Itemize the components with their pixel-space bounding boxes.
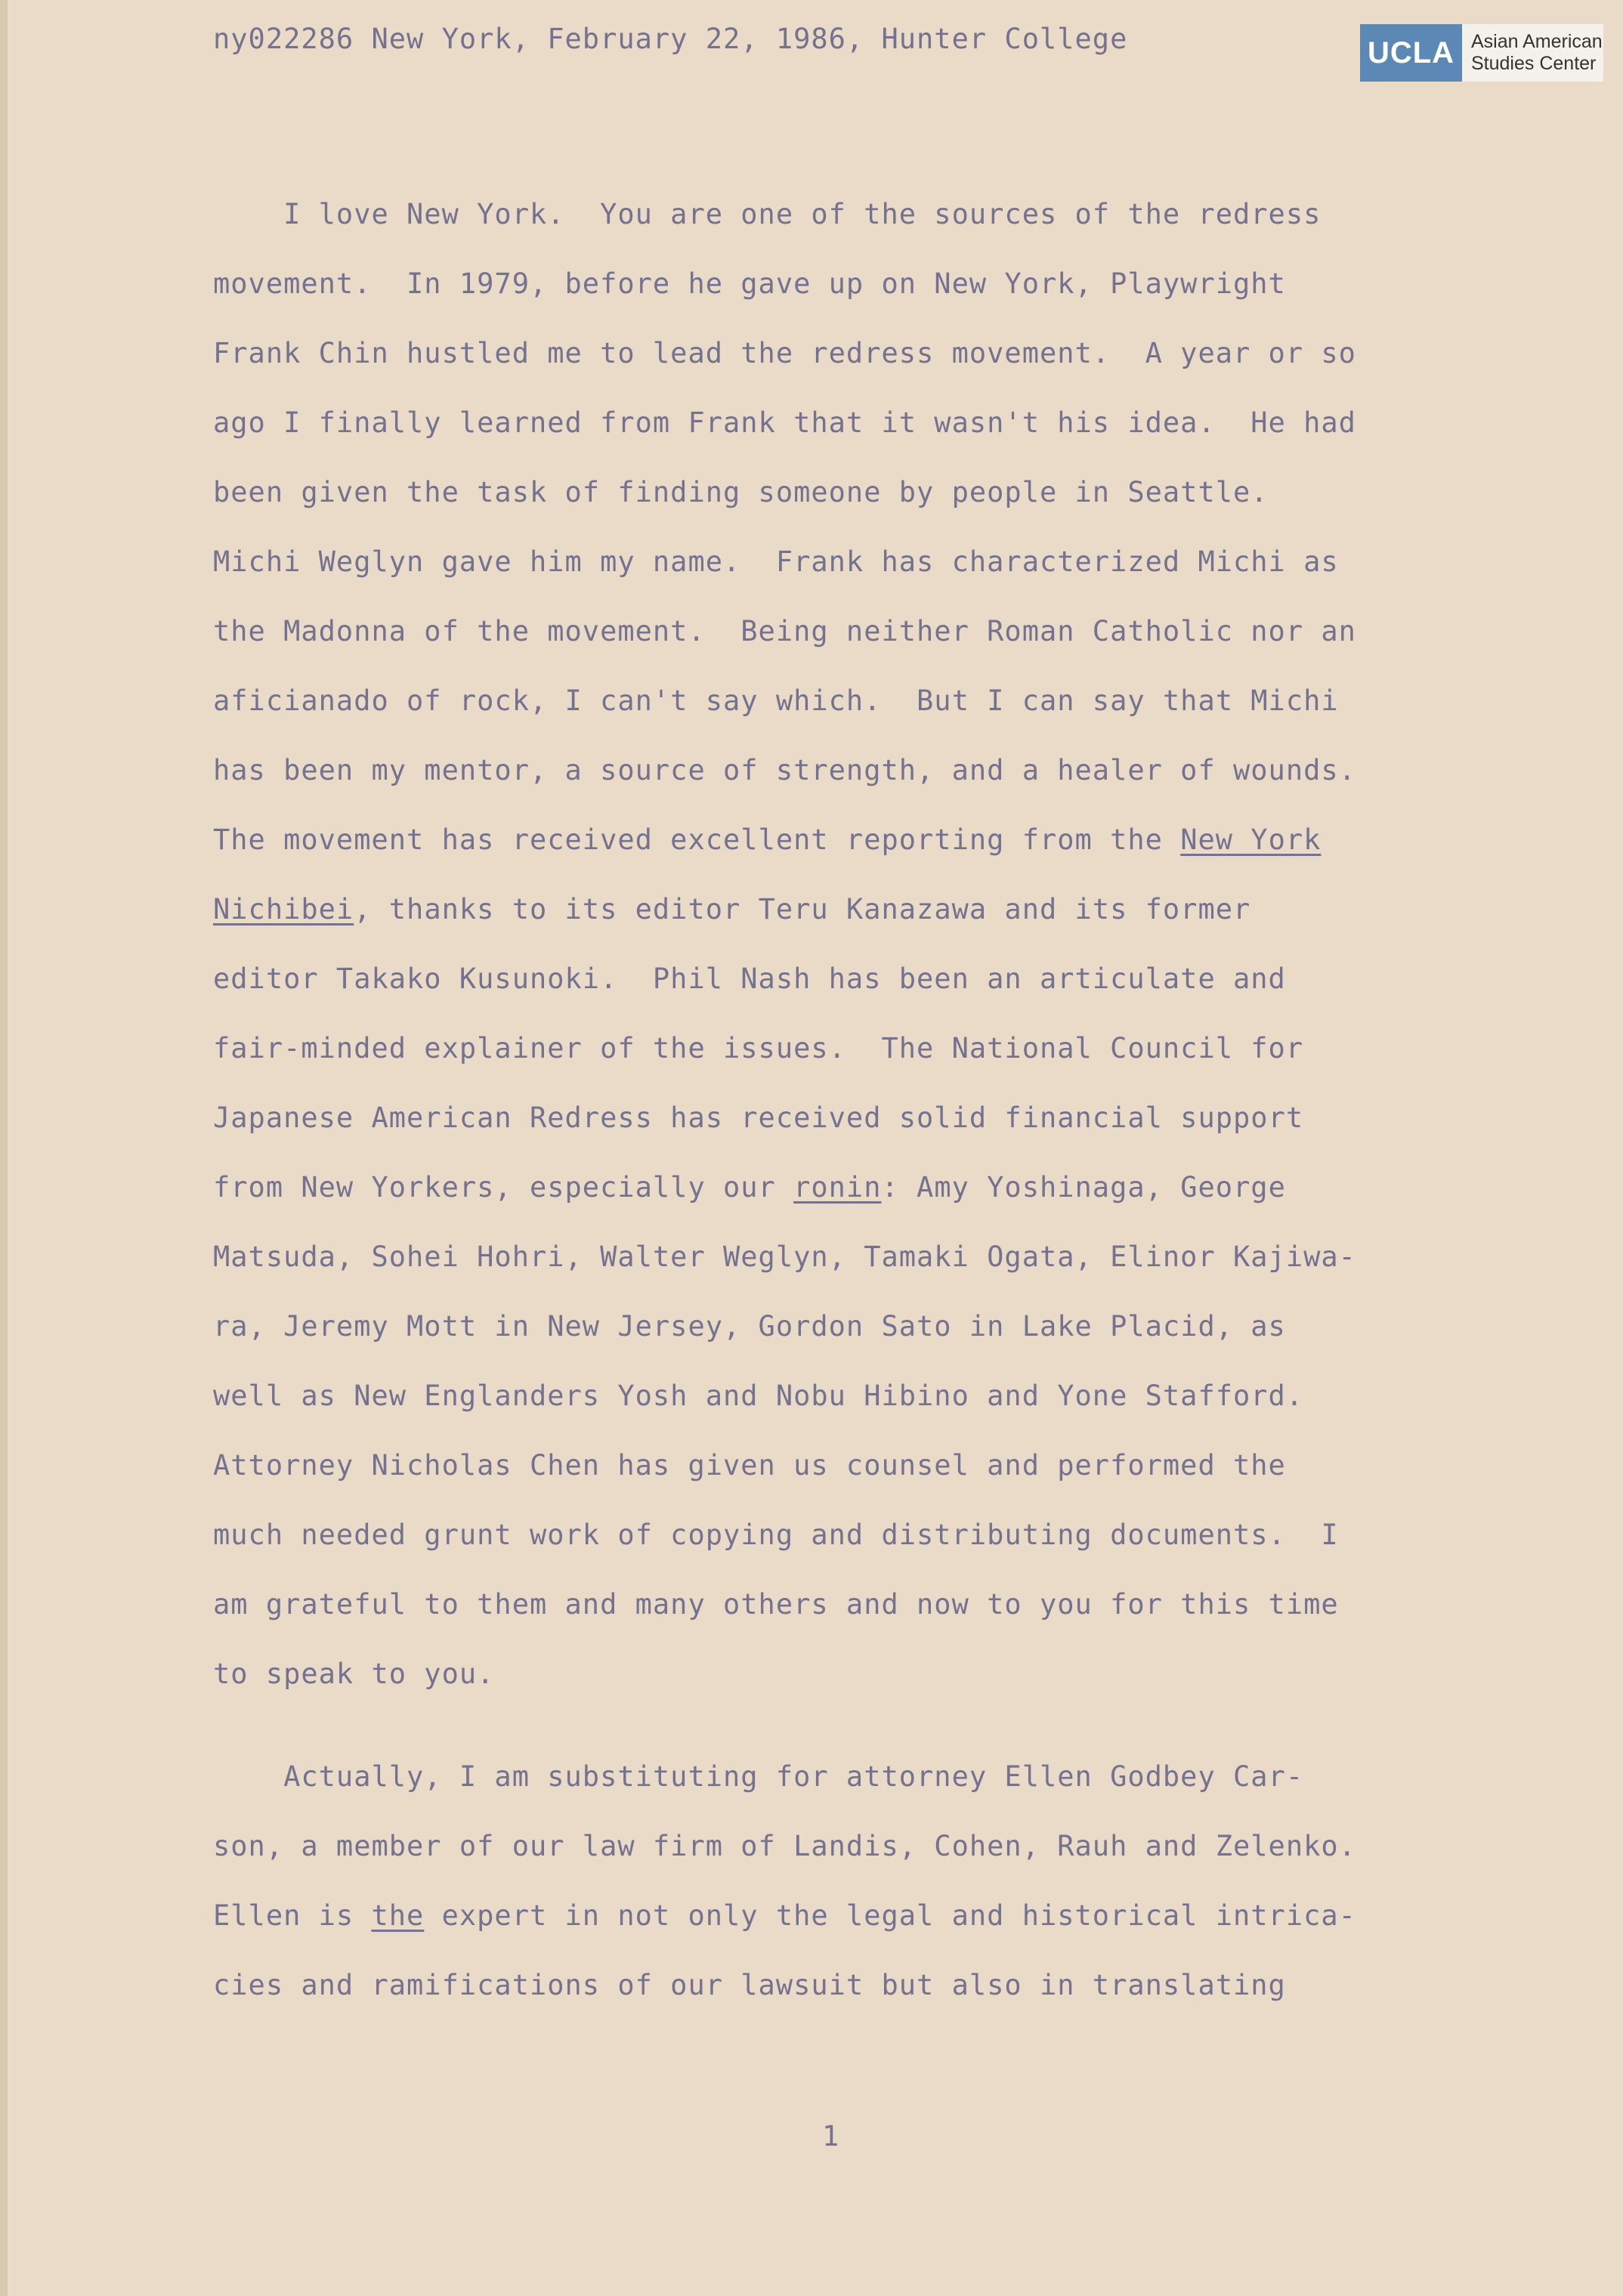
badge-line-1: Asian American bbox=[1471, 31, 1603, 52]
text-line: has been my mentor, a source of strength, and a healer of wounds. bbox=[213, 754, 1356, 786]
text-line bbox=[213, 893, 1250, 926]
text-line: Attorney Nicholas Chen has given us counsel and performed the bbox=[213, 1449, 1286, 1482]
text-segment: The movement has received excellent reporting from the bbox=[213, 824, 1181, 856]
text-line: Actually, I am substituting for attorney Ellen Godbey Car- bbox=[213, 1760, 1304, 1793]
text-line: been given the task of finding someone by people in Seattle. bbox=[213, 476, 1269, 508]
text-line: much needed grunt work of copying and distributing documents. I bbox=[213, 1519, 1339, 1551]
text-line: Frank Chin hustled me to lead the redress movement. A year or so bbox=[213, 337, 1356, 369]
text-line: Japanese American Redress has received solid financial support bbox=[213, 1102, 1304, 1134]
text-line: editor Takako Kusunoki. Phil Nash has been an articulate and bbox=[213, 963, 1286, 995]
text-line: ra, Jeremy Mott in New Jersey, Gordon Sato in Lake Placid, as bbox=[213, 1310, 1286, 1343]
text-line: the Madonna of the movement. Being neither Roman Catholic nor an bbox=[213, 615, 1356, 647]
underlined-word-ronin: ronin bbox=[793, 1171, 882, 1204]
text-line bbox=[213, 1899, 1356, 1932]
ucla-badge bbox=[1360, 24, 1603, 82]
text-line bbox=[213, 1171, 1286, 1204]
paper-edge bbox=[0, 0, 8, 2296]
underlined-word-the: the bbox=[371, 1899, 425, 1932]
text-segment: from New Yorkers, especially our bbox=[213, 1171, 794, 1204]
text-line: fair-minded explainer of the issues. The National Council for bbox=[213, 1032, 1304, 1065]
document-header: ny022286 New York, February 22, 1986, Hunter College bbox=[213, 23, 1128, 55]
page-number: 1 bbox=[822, 2120, 839, 2152]
text-line: aficianado of rock, I can't say which. But I can say that Michi bbox=[213, 684, 1339, 717]
text-line: Matsuda, Sohei Hohri, Walter Weglyn, Tamaki Ogata, Elinor Kajiwa- bbox=[213, 1241, 1356, 1273]
text-line: Michi Weglyn gave him my name. Frank has characterized Michi as bbox=[213, 545, 1339, 578]
text-segment: : Amy Yoshinaga, George bbox=[881, 1171, 1286, 1204]
text-line: ago I finally learned from Frank that it wasn't his idea. He had bbox=[213, 406, 1356, 439]
text-line: cies and ramifications of our lawsuit but also in translating bbox=[213, 1969, 1286, 2001]
ucla-logo: UCLA bbox=[1360, 24, 1462, 82]
text-line: son, a member of our law firm of Landis, Cohen, Rauh and Zelenko. bbox=[213, 1830, 1356, 1862]
text-segment: expert in not only the legal and historical intrica- bbox=[424, 1899, 1356, 1932]
text-line: I love New York. You are one of the sources of the redress bbox=[213, 198, 1322, 230]
text-line: am grateful to them and many others and now to you for this time bbox=[213, 1588, 1339, 1621]
text-line: to speak to you. bbox=[213, 1658, 495, 1690]
newspaper-title-part-2: Nichibei bbox=[213, 893, 354, 926]
badge-text bbox=[1462, 31, 1603, 75]
newspaper-title-part-1: New York bbox=[1180, 824, 1322, 856]
text-line bbox=[213, 824, 1321, 856]
badge-line-2: Studies Center bbox=[1471, 53, 1597, 74]
text-segment: Ellen is bbox=[213, 1899, 372, 1932]
text-line: well as New Englanders Yosh and Nobu Hibino and Yone Stafford. bbox=[213, 1380, 1304, 1412]
text-line: movement. In 1979, before he gave up on New York, Playwright bbox=[213, 267, 1286, 300]
text-segment: , thanks to its editor Teru Kanazawa and its former bbox=[354, 893, 1251, 926]
